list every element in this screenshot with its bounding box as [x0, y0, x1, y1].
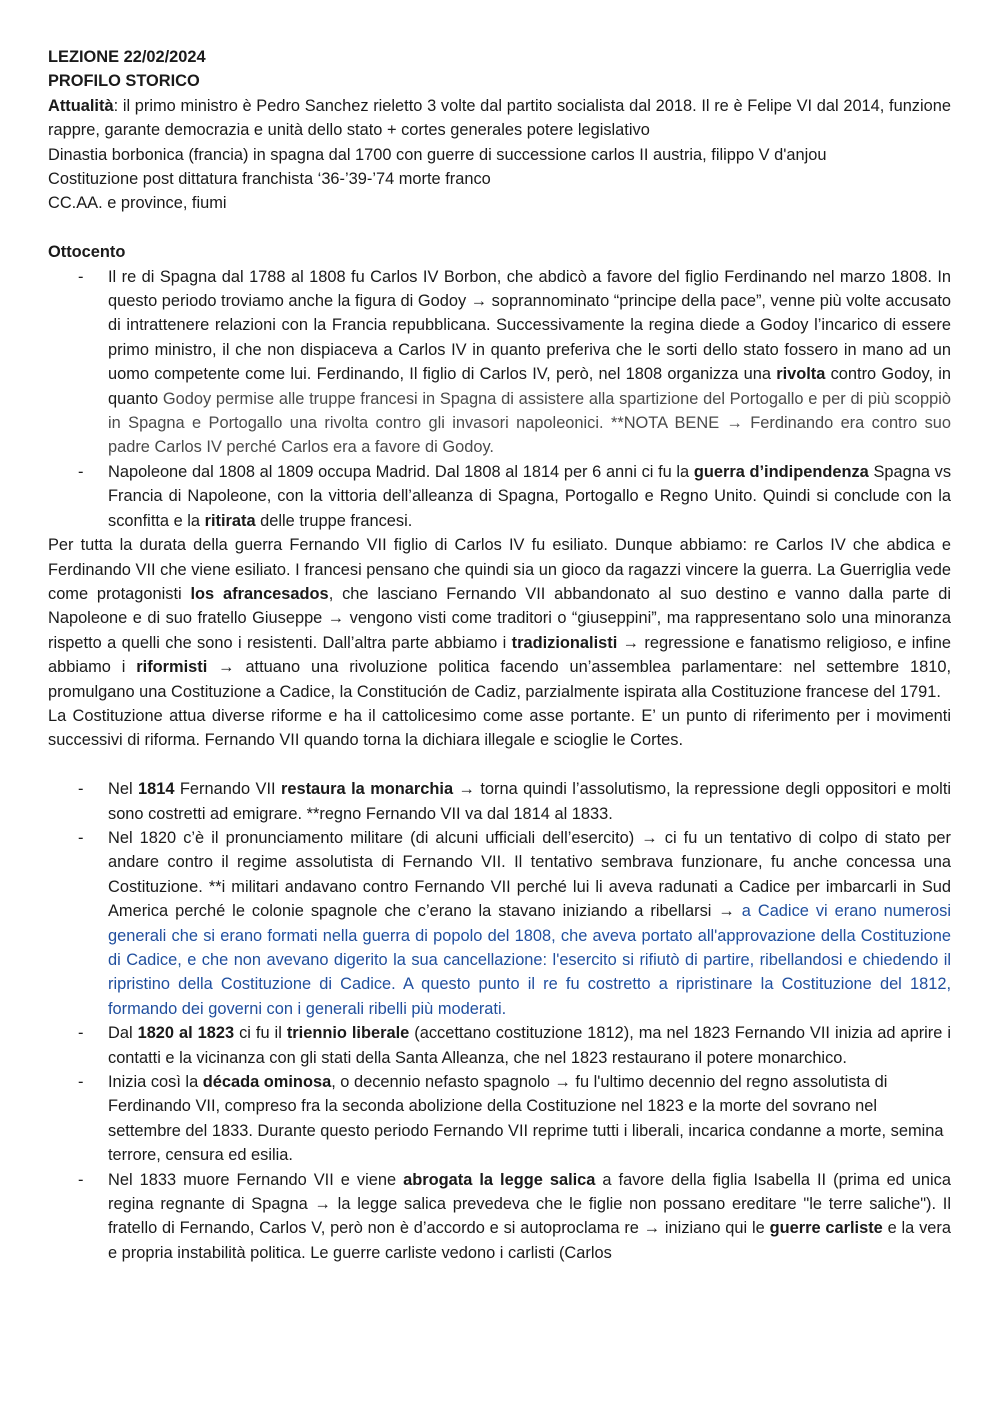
bullet-list-1: [48, 265, 951, 533]
intro-paragraph: [48, 94, 951, 143]
list-item: - Napoleone dal 1808 al 1809 occupa Madrid. Dal 1808 al 1814 per 6 anni ci fu la guerra d’indipendenza Spagna vs Francia di Napoleone, con la vittoria dell’alleanza di Spagna, Portogallo e Regno Unito. Quindi si conclude con la sconfitta e la ritirata delle truppe francesi.: [48, 460, 951, 533]
spacer: [48, 216, 951, 240]
section-title: PROFILO STORICO: [48, 72, 200, 91]
lesson-title: LEZIONE 22/02/2024: [48, 48, 206, 66]
gray-note: Godoy permise alle truppe francesi in Spagna di assistere alla spartizione del Portogallo e per di più scoppiò in Spagna e Portogallo una rivolta contro gli invasori napoleonici. **NOTA BENE → Ferdinando era contro suo padre Carlos IV perché Carlos era a favore di Godoy.: [108, 389, 952, 457]
paragraph-costituzione: La Costituzione attua diverse riforme e ha il cattolicesimo come asse portante. E’ un punto di riferimento per i movimenti successivi di riforma. Fernando VII quando torna la dichiara illegale e scioglie le Cortes.: [48, 706, 951, 750]
list-item: - Inizia così la década ominosa, o decennio nefasto spagnolo → fu l'ultimo decennio del regno assolutista di Ferdinando VII, compreso fra la seconda abolizione della Costituzione nel 1823 e la morte del sovrano nel settembre del 1833. Durante questo periodo Fernando VII reprime tutti i liberali, incarica condanne a morte, semina terrore, censura ed esilia.: [48, 1070, 951, 1168]
paragraph-guerra: Per tutta la durata della guerra Fernando VII figlio di Carlos IV fu esiliato. Dunque abbiamo: re Carlos IV che abdica e Ferdinando VII che viene esiliato. I francesi pensano che quindi sia un gioco da ragazzi vincere la guerra. La Guerriglia vede come protagonisti los afrancesados, che lasciano Fernando VII abbandonato al suo destino e vanno dalla parte di Napoleone e di suo fratello Giuseppe → vengono visti come traditori o “giuseppini”, ma rappresentano solo una minoranza rispetto a quelli che sono i resistenti. Dall’altra parte abbiamo i tradizionalisti → regressione e fanatismo religioso, e infine abbiamo i riformisti → attuano una rivoluzione politica facendo un’assemblea parlamentare: nel settembre 1810, promulgano una Costituzione a Cadice, la Constitución de Cadiz, parzialmente ispirata alla Costituzione francese del 1791.: [48, 536, 952, 701]
list-item: - Dal 1820 al 1823 ci fu il triennio liberale (accettano costituzione 1812), ma nel 1823 Fernando VII inizia ad aprire i contatti e la vicinanza con gli stati della Santa Alleanza, che nel 1823 restaurano il potere monarchico.: [48, 1021, 951, 1070]
list-item: - Nel 1814 Fernando VII restaura la monarchia → torna quindi l’assolutismo, la repressione degli oppositori e molti sono costretti ad emigrare. **regno Fernando VII va dal 1814 al 1833.: [48, 777, 951, 826]
ottocento-heading: Ottocento: [48, 243, 126, 262]
intro-line-constitution: Costituzione post dittatura franchista ‘36-’39-’74 morte franco: [48, 170, 491, 189]
attualita-text: : il primo ministro è Pedro Sanchez rieletto 3 volte dal partito socialista dal 2018. Il re è Felipe VI dal 2014, funzione rappre, garante democrazia e unità dello stato + cortes generales potere legislativo: [48, 96, 951, 140]
spacer: [48, 753, 951, 777]
list-item: - Nel 1820 c’è il pronunciamento militare (di alcuni ufficiali dell’esercito) → ci fu un tentativo di colpo di stato per andare contro il regime assolutista di Fernando VII. Il tentativo sembrava funzionare, fu anche concessa una Costituzione. **i militari andavano contro Fernando VII perché lui li aveva radunati a Cadice per imbarcarli in Sud America perché le colonie spagnole che c’erano la stavano iniziando a ribellarsi → a Cadice vi erano numerosi generali che si erano formati nella guerra di popolo del 1808, che aveva portato all'approvazione della Costituzione di Cadice, e che non avevano digerito la sua cancellazione: l'esercito si rifiutò di partire, ribellandosi e chiedendo il ripristino della Costituzione di Cadice. A questo punto il re fu costretto a ripristinare la Costituzione del 1812, formando dei governi con i generali ribelli più moderati.: [48, 826, 951, 1021]
intro-line-regions: CC.AA. e province, fiumi: [48, 194, 227, 213]
intro-line-dynasty: Dinastia borbonica (francia) in spagna dal 1700 con guerre di successione carlos II austria, filippo V d'anjou: [48, 145, 827, 164]
document-page: [48, 45, 951, 1265]
list-item: - Nel 1833 muore Fernando VII e viene abrogata la legge salica a favore della figlia Isabella II (prima ed unica regina regnante di Spagna → la legge salica prevedeva che le figlie non possano ereditare "le terre saliche"). Il fratello di Fernando, Carlos V, però non è d’accordo e si autoproclama re → iniziano qui le guerre carliste e la vera e propria instabilità politica. Le guerre carliste vedono i carlisti (Carlos: [48, 1168, 951, 1266]
bullet-list-2: [48, 777, 951, 1265]
attualita-label: Attualità: [48, 96, 114, 115]
blue-note: a Cadice vi erano numerosi generali che si erano formati nella guerra di popolo del 1808, che aveva portato all'approvazione della Costituzione di Cadice, e che non avevano digerito la sua cancellazione: l'esercito si rifiutò di partire, ribellandosi e chiedendo il ripristino della Costituzione di Cadice. A questo punto il re fu costretto a ripristinare la Costituzione del 1812, formando dei governi con i generali ribelli più moderati.: [108, 902, 951, 1018]
list-item: - Il re di Spagna dal 1788 al 1808 fu Carlos IV Borbon, che abdicò a favore del figlio Ferdinando nel marzo 1808. In questo periodo troviamo anche la figura di Godoy → soprannominato “principe della pace”, venne più volte accusato di intrattenere relazioni con la Francia repubblicana. Successivamente la regina diede a Godoy l’incarico di essere primo ministro, il che non dispiaceva a Carlos IV in quanto preferiva che le sorti dello stato fossero in mano ad un uomo competente come lui. Ferdinando, Il figlio di Carlos IV, però, nel 1808 organizza una rivolta contro Godoy, in quanto Godoy permise alle truppe francesi in Spagna di assistere alla spartizione del Portogallo e per di più scoppiò in Spagna e Portogallo una rivolta contro gli invasori napoleonici. **NOTA BENE → Ferdinando era contro suo padre Carlos IV perché Carlos era a favore di Godoy.: [48, 265, 951, 460]
